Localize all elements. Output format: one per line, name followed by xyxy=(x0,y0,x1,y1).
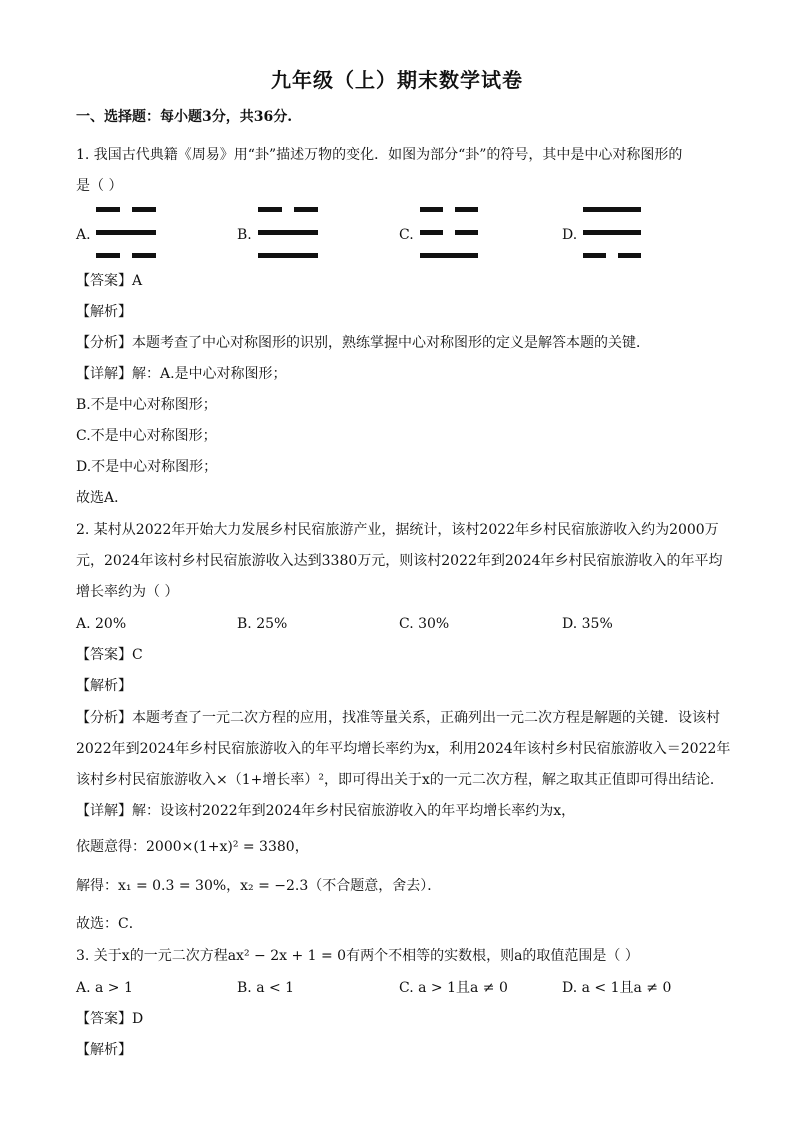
q3-stem: 3. 关于x的一元二次方程ax² − 2x + 1 = 0有两个不相等的实数根，则a的取值范围是（ ） xyxy=(76,948,639,964)
q1-stem-line1: 1. 我国古代典籍《周易》用“卦”描述万物的变化．如图为部分“卦”的符号，其中是中心对称图形的 xyxy=(76,147,683,163)
q3-option-d: D. a < 1且a ≠ 0 xyxy=(562,980,672,996)
q1-analysis-heading: 【解析】 xyxy=(76,304,132,320)
q1-option-c-label: C. xyxy=(399,227,414,243)
q2-conclusion: 故选：C． xyxy=(76,916,143,932)
q2-analysis-heading: 【解析】 xyxy=(76,678,132,694)
q1-line-d: D.不是中心对称图形； xyxy=(76,459,218,475)
section-heading: 一、选择题：每小题3分，共36分. xyxy=(76,109,293,125)
q2-stem-line1: 2. 某村从2022年开始大力发展乡村民宿旅游产业，据统计，该村2022年乡村民宿旅游收入约为2000万 xyxy=(76,522,719,538)
q1-stem-line2: 是（ ） xyxy=(76,178,123,194)
page-title: 九年级（上）期末数学试卷 xyxy=(271,68,523,92)
q2-fenxi-line2: 2022年到2024年乡村民宿旅游收入的年平均增长率约为x，利用2024年该村乡村民宿旅游收入＝2022年 xyxy=(76,741,731,757)
q2-fenxi-line1: 【分析】本题考查了一元二次方程的应用，找准等量关系，正确列出一元二次方程是解题的关键．设该村 xyxy=(76,710,720,726)
q1-option-c-trigram xyxy=(420,207,478,259)
q3-option-c: C. a > 1且a ≠ 0 xyxy=(399,980,508,996)
q1-line-c: C.不是中心对称图形； xyxy=(76,428,217,444)
q2-fenxi-line3: 该村乡村民宿旅游收入×（1+增长率）²，即可得出关于x的一元二次方程，解之取其正值即可得出结论． xyxy=(76,772,724,788)
q1-detail: 【详解】解：A.是中心对称图形； xyxy=(76,366,287,382)
q2-stem-line2: 元，2024年该村乡村民宿旅游收入达到3380万元，则该村2022年到2024年乡村民宿旅游收入的年平均 xyxy=(76,553,723,569)
q2-option-b: B. 25% xyxy=(237,616,288,632)
q1-conclusion: 故选A． xyxy=(76,490,129,506)
q3-option-a: A. a > 1 xyxy=(76,980,133,996)
q2-solution: 解得：x₁ = 0.3 = 30%，x₂ = −2.3（不合题意，舍去）． xyxy=(76,878,442,894)
q1-answer: 【答案】A xyxy=(76,273,143,289)
q1-option-b-trigram xyxy=(258,207,318,259)
q2-stem-line3: 增长率约为（ ） xyxy=(76,584,179,600)
q1-option-d-label: D. xyxy=(562,227,578,243)
q2-detail: 【详解】解：设该村2022年到2024年乡村民宿旅游收入的年平均增长率约为x， xyxy=(76,803,576,819)
q1-line-b: B.不是中心对称图形； xyxy=(76,397,217,413)
q3-analysis-heading: 【解析】 xyxy=(76,1042,132,1058)
q1-option-a-trigram xyxy=(96,207,156,259)
q1-option-b-label: B. xyxy=(237,227,252,243)
q2-equation: 依题意得：2000×(1+x)² = 3380， xyxy=(76,839,309,855)
q2-option-c: C. 30% xyxy=(399,616,450,632)
q2-option-d: D. 35% xyxy=(562,616,613,632)
q3-answer: 【答案】D xyxy=(76,1011,144,1027)
q3-option-b: B. a < 1 xyxy=(237,980,295,996)
q1-option-a-label: A. xyxy=(76,227,91,243)
q2-option-a: A. 20% xyxy=(76,616,127,632)
q2-answer: 【答案】C xyxy=(76,647,143,663)
q1-option-d-trigram xyxy=(583,207,641,259)
q1-fenxi: 【分析】本题考查了中心对称图形的识别，熟练掌握中心对称图形的定义是解答本题的关键． xyxy=(76,335,650,351)
